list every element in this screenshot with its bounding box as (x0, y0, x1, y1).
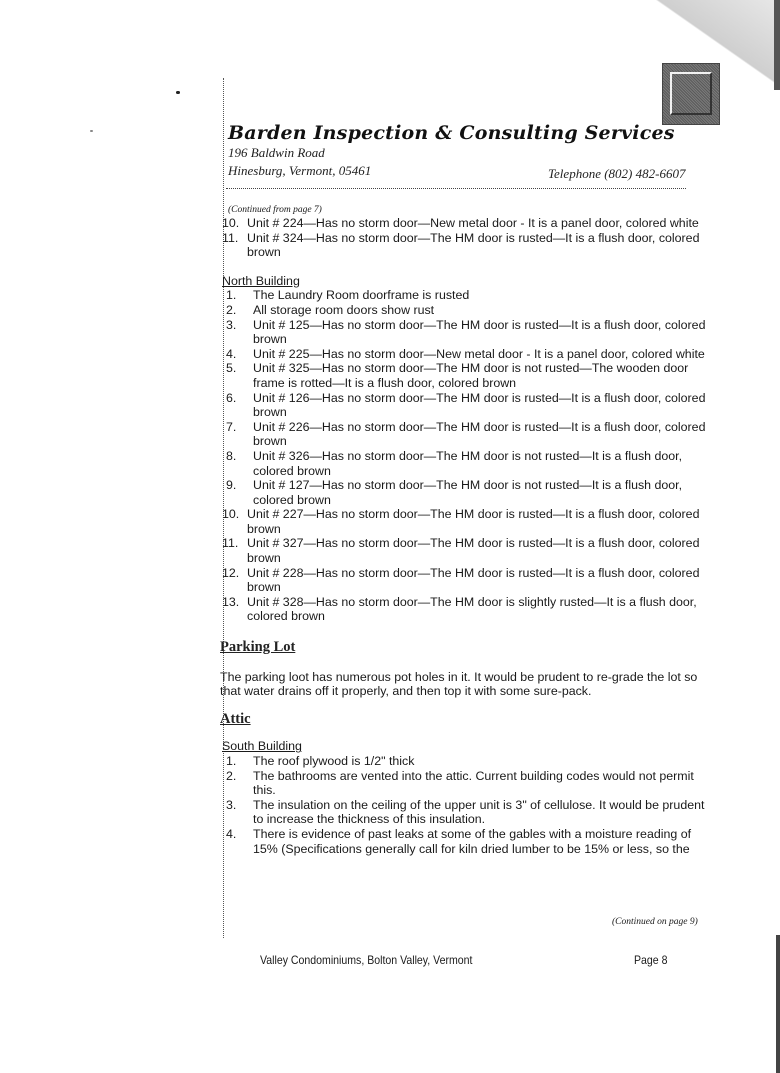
list-item-number: 9. (226, 478, 237, 493)
list-item-text: Unit # 228—Has no storm door—The HM door is rusted—It is a flush door, colored brown (247, 565, 700, 595)
list-item-text: Unit # 126—Has no storm door—The HM door is rusted—It is a flush door, colored brown (253, 390, 706, 420)
list-item-number: 12. (222, 565, 240, 580)
list-item (218, 595, 718, 624)
list-item-number: 3. (226, 317, 237, 332)
list-item-text: Unit # 226—Has no storm door—The HM door is rusted—It is a flush door, colored brown (253, 419, 706, 449)
list-item (218, 391, 718, 420)
list-item (218, 347, 718, 362)
list-item (218, 536, 718, 565)
list-item (218, 449, 718, 478)
document-body (218, 216, 718, 856)
list-item-text: Unit # 227—Has no storm door—The HM door is rusted—It is a flush door, colored brown (247, 507, 700, 536)
scan-speck (176, 91, 180, 94)
parking-lot-text: The parking loot has numerous pot holes in it. It would be prudent to re-grade the lot so that water drains off it properly, and then top it with some sure-pack. (220, 669, 698, 699)
list-item-text: Unit # 125—Has no storm door—The HM door is rusted—It is a flush door, colored brown (253, 317, 706, 347)
list-item (218, 754, 718, 769)
list-item (218, 478, 718, 507)
list-item (218, 507, 718, 536)
list-item-number: 10. (222, 507, 240, 522)
list-item (218, 566, 718, 595)
company-name: Barden Inspection & Consulting Services (228, 122, 675, 144)
list-item (218, 303, 718, 318)
list-item-number: 6. (226, 390, 237, 405)
parking-lot-heading: Parking Lot (220, 639, 296, 656)
list-item (218, 318, 718, 347)
list-item-number: 11. (222, 536, 239, 551)
page-edge-shadow (776, 935, 780, 1073)
list-item-text: Unit # 127—Has no storm door—The HM door is not rusted—It is a flush door, colored brown (253, 478, 683, 507)
list-item (218, 216, 718, 231)
address-city: Hinesburg, Vermont, 05461 (228, 163, 372, 178)
footer-location: Valley Condominiums, Bolton Valley, Vermont (260, 953, 473, 967)
page-number: Page 8 (634, 953, 668, 967)
list-item-text: Unit # 225—Has no storm door—New metal door - It is a panel door, colored white (253, 346, 705, 361)
list-item-text: The bathrooms are vented into the attic. Current building codes would not permit this. (253, 768, 694, 798)
list-item-number: 4. (226, 346, 237, 361)
list-item-number: 13. (222, 594, 240, 609)
list-item-number: 1. (226, 288, 237, 303)
list-item-text: Unit # 324—Has no storm door—The HM door is rusted—It is a flush door, colored brown (247, 230, 700, 260)
north-building-list (218, 288, 718, 624)
list-item (218, 420, 718, 449)
list-item (218, 361, 718, 390)
list-item-text: The insulation on the ceiling of the upper unit is 3" of cellulose. It would be prudent to increase the thickness of this insulation. (253, 797, 705, 827)
continued-from-note: (Continued from page 7) (228, 205, 322, 215)
scan-speck (90, 130, 93, 132)
attic-south-building-heading: South Building (222, 739, 302, 754)
list-item-number: 5. (226, 361, 237, 376)
list-item (218, 827, 718, 856)
list-item (218, 288, 718, 303)
company-logo (662, 63, 720, 125)
list-item-number: 2. (226, 302, 237, 317)
list-item-number: 3. (226, 797, 237, 812)
continued-on-note: (Continued on page 9) (612, 917, 698, 927)
north-building-heading: North Building (222, 273, 300, 288)
list-item-text: Unit # 327—Has no storm door—The HM door is rusted—It is a flush door, colored brown (247, 536, 700, 566)
list-item-text: Unit # 224—Has no storm door—New metal door - It is a panel door, colored white (247, 216, 699, 230)
list-item-number: 8. (226, 448, 237, 463)
address-street: 196 Baldwin Road (228, 145, 325, 160)
list-item-text: The roof plywood is 1/2" thick (253, 754, 415, 768)
header-divider (226, 188, 686, 189)
list-item-text: Unit # 326—Has no storm door—The HM door is not rusted—It is a flush door, colored brown (253, 448, 683, 478)
list-item-number: 2. (226, 768, 237, 783)
list-item-text: The Laundry Room doorframe is rusted (253, 288, 470, 303)
list-item-text: Unit # 325—Has no storm door—The HM door is not rusted—The wooden door frame is rotted—It is a flush door, colored brown (253, 361, 689, 390)
south-building-continued-list (218, 216, 718, 260)
attic-heading: Attic (220, 710, 251, 727)
list-item-text: Unit # 328—Has no storm door—The HM door is slightly rusted—It is a flush door, colored brown (247, 594, 697, 624)
list-item-number: 7. (226, 419, 237, 434)
list-item-number: 11. (222, 230, 239, 245)
list-item-text: There is evidence of past leaks at some of the gables with a moisture reading of 15% (Specifications generally call for kiln dried lumber to be 15% or less, so the (253, 826, 692, 856)
attic-south-building-list (218, 754, 718, 856)
list-item (218, 231, 718, 260)
telephone: Telephone (802) 482-6607 (548, 166, 686, 181)
list-item-text: All storage room doors show rust (253, 302, 435, 317)
list-item-number: 1. (226, 754, 237, 768)
list-item (218, 798, 718, 827)
list-item-number: 4. (226, 826, 237, 841)
list-item-number: 10. (222, 216, 240, 230)
list-item (218, 769, 718, 798)
